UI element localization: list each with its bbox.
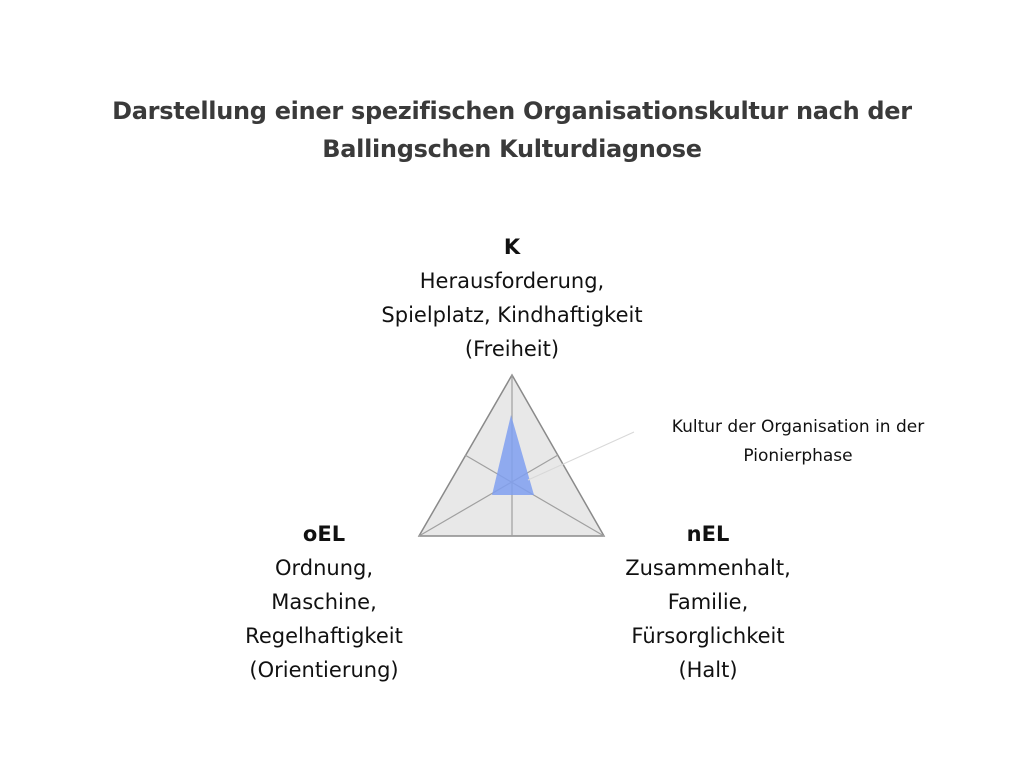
vertex-line: (Orientierung) [249, 658, 399, 682]
vertex-line: (Freiheit) [464, 337, 560, 361]
vertex-line: Herausforderung, [419, 269, 605, 293]
vertex-line: Familie, [667, 590, 749, 614]
vertex-line: Zusammenhalt, [625, 556, 791, 580]
vertex-line: Spielplatz, Kindhaftigkeit [381, 303, 643, 327]
vertex-line: Ordnung, [274, 556, 374, 580]
vertex-label-oel [174, 517, 474, 687]
title-line-2: Ballingschen Kulturdiagnose [322, 135, 702, 163]
profile-annotation [648, 413, 948, 471]
vertex-line: Fürsorglichkeit [631, 624, 785, 648]
vertex-code: K [503, 235, 521, 259]
vertex-code: oEL [302, 522, 346, 546]
vertex-line: (Halt) [678, 658, 738, 682]
annotation-line-1: Kultur der Organisation in der [671, 417, 925, 437]
vertex-label-nel [558, 517, 858, 687]
annotation-line-2: Pionierphase [743, 446, 853, 466]
vertex-label-k [312, 230, 712, 366]
vertex-line: Regelhaftigkeit [245, 624, 403, 648]
vertex-code: nEL [686, 522, 730, 546]
title-line-1: Darstellung einer spezifischen Organisationskultur nach der [112, 97, 912, 125]
vertex-line: Maschine, [271, 590, 377, 614]
